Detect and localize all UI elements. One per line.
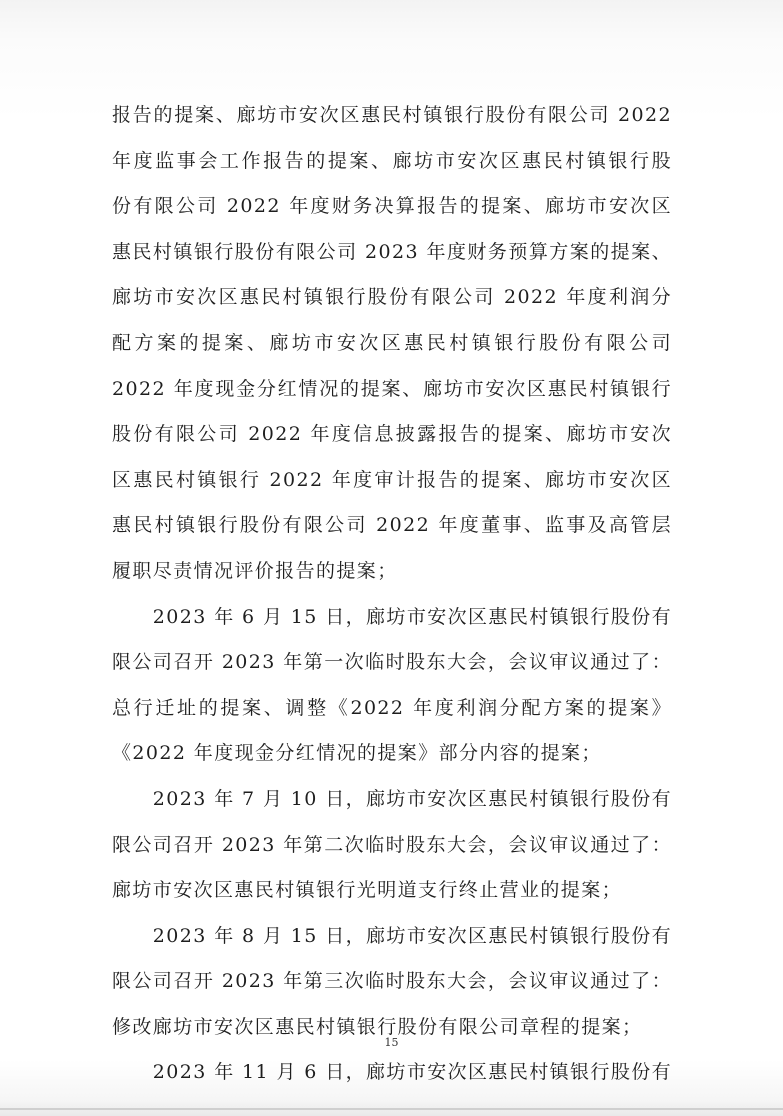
paragraph-start-line: 2023 年 11 月 6 日，廊坊市安次区惠民村镇银行股份有	[112, 1061, 673, 1084]
text-line: 惠民村镇银行股份有限公司 2022 年度董事、监事及高管层	[112, 514, 672, 537]
page-number: 15	[384, 1036, 399, 1049]
text-line: 份有限公司 2022 年度财务决算报告的提案、廊坊市安次区	[112, 195, 672, 218]
paragraph-start-line: 2023 年 6 月 15 日，廊坊市安次区惠民村镇银行股份有	[112, 605, 673, 628]
text-line: 配方案的提案、廊坊市安次区惠民村镇银行股份有限公司	[112, 331, 672, 354]
text-line: 报告的提案、廊坊市安次区惠民村镇银行股份有限公司 2022	[112, 104, 672, 126]
text-line: 惠民村镇银行股份有限公司 2023 年度财务预算方案的提案、	[112, 240, 672, 263]
text-line: 限公司召开 2023 年第三次临时股东大会，会议审议通过了：	[112, 970, 672, 993]
page-bottom-edge	[0, 1108, 783, 1110]
text-line: 廊坊市安次区惠民村镇银行股份有限公司 2022 年度利润分	[112, 286, 672, 309]
text-line: 修改廊坊市安次区惠民村镇银行股份有限公司章程的提案；	[112, 1015, 643, 1038]
text-line: 廊坊市安次区惠民村镇银行光明道支行终止营业的提案；	[112, 879, 623, 902]
text-line: 区惠民村镇银行 2022 年度审计报告的提案、廊坊市安次区	[112, 468, 672, 491]
paragraph-start-line: 2023 年 8 月 15 日，廊坊市安次区惠民村镇银行股份有	[112, 924, 673, 947]
text-line: 《2022 年度现金分红情况的提案》部分内容的提案；	[112, 742, 602, 765]
text-line: 限公司召开 2023 年第一次临时股东大会，会议审议通过了：	[112, 651, 672, 674]
body-text	[112, 93, 672, 1096]
text-line: 总行迁址的提案、调整《2022 年度利润分配方案的提案》	[112, 696, 672, 719]
text-line: 履职尽责情况评价报告的提案；	[112, 559, 398, 582]
text-line: 股份有限公司 2022 年度信息披露报告的提案、廊坊市安次	[112, 423, 672, 446]
text-line: 年度监事会工作报告的提案、廊坊市安次区惠民村镇银行股	[112, 149, 672, 172]
text-line: 限公司召开 2023 年第二次临时股东大会，会议审议通过了：	[112, 833, 672, 856]
text-line: 2022 年度现金分红情况的提案、廊坊市安次区惠民村镇银行	[112, 377, 672, 400]
paragraph-start-line: 2023 年 7 月 10 日，廊坊市安次区惠民村镇银行股份有	[112, 787, 673, 810]
